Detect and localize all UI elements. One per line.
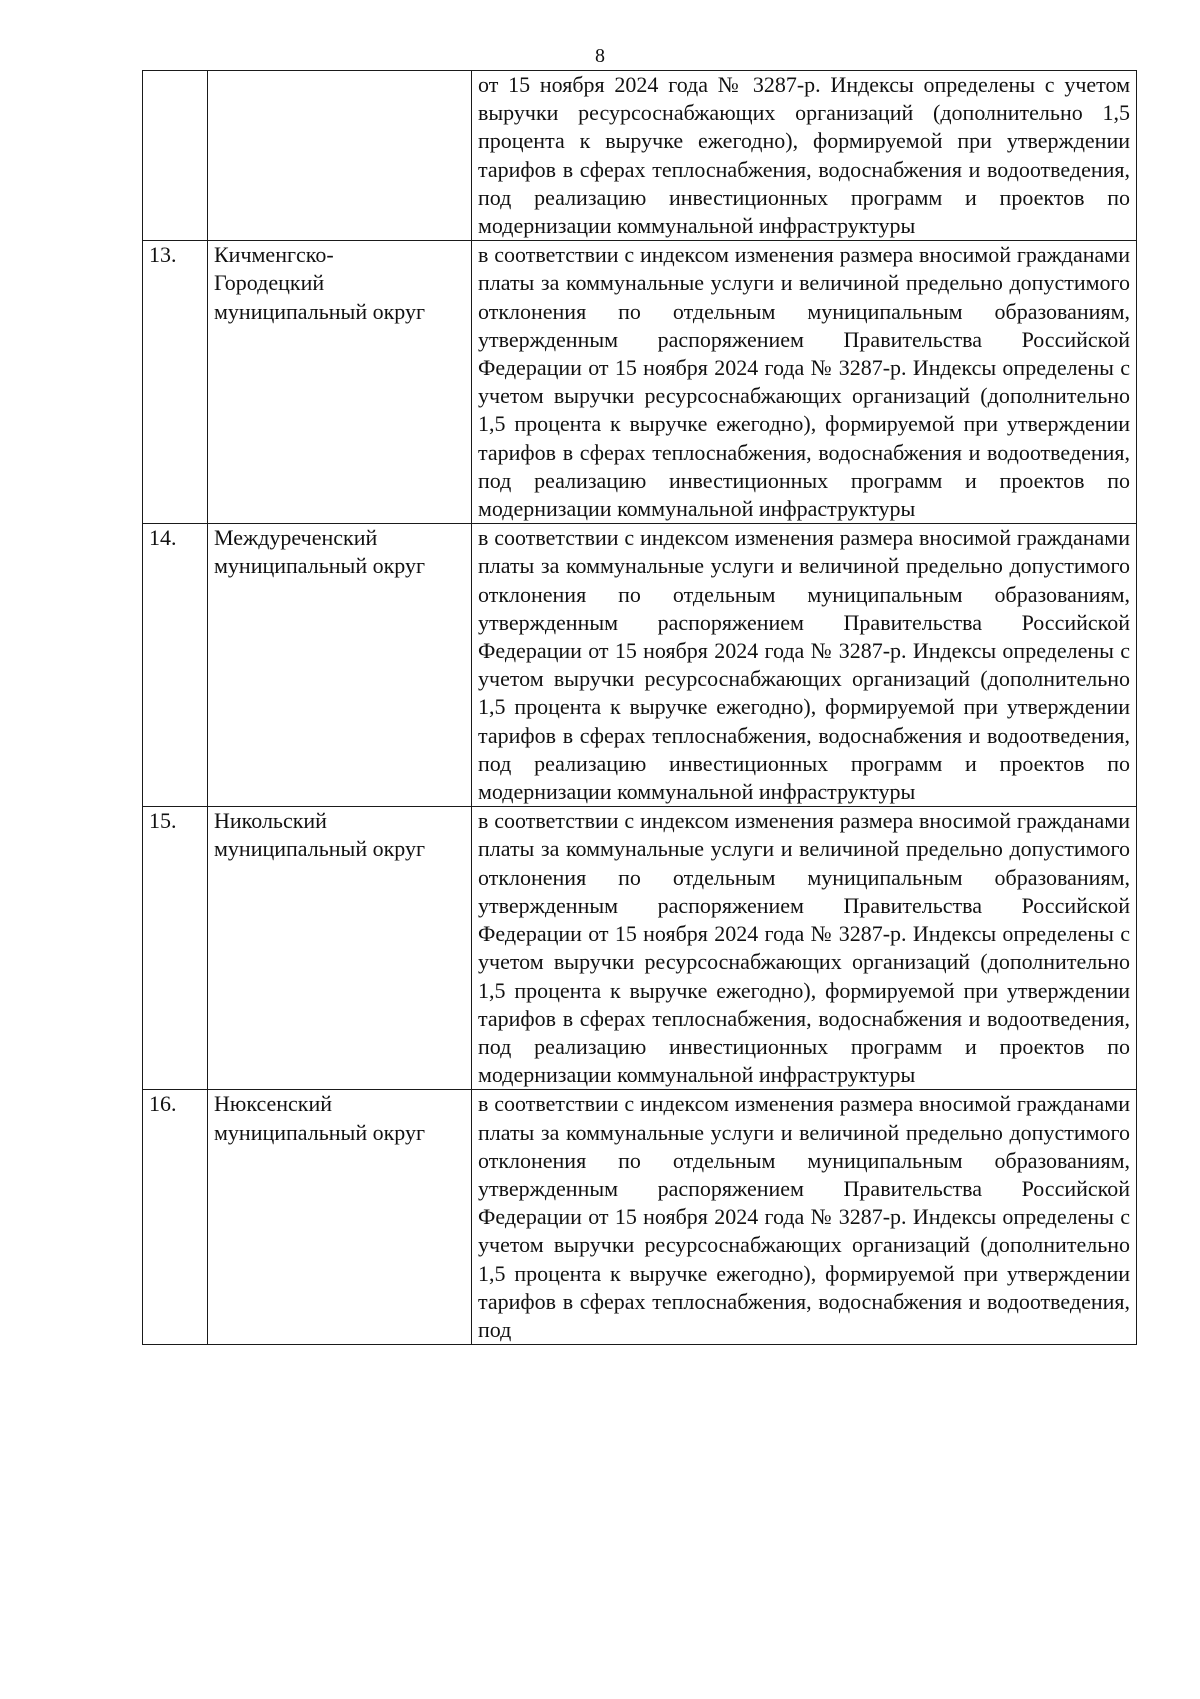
description-text: в соответствии с индексом изменения размера вносимой гражданами платы за коммунальные услуги и величиной предельно допустимого отклонения по отдельным муниципальным образованиям, утвержденным распоряжением Правительства Российской Федерации от 15 ноября 2024 года № 3287-р. Индексы определены с учетом выручки ресурсоснабжающих организаций (дополнительно 1,5 процента к выручке ежегодно), формируемой при утверждении тарифов в сферах теплоснабжения, водоснабжения и водоотведения, под реализацию инвестиционных программ и проектов по модернизации коммунальной инфраструктуры [478, 525, 1130, 805]
municipality-name [208, 1090, 472, 1345]
name-line: Никольский [214, 808, 327, 834]
municipal-table [142, 70, 1137, 1345]
table-row [143, 71, 1137, 241]
table-row [143, 1090, 1137, 1345]
row-number: 13. [143, 241, 208, 524]
description-text: в соответствии с индексом изменения размера вносимой гражданами платы за коммунальные услуги и величиной предельно допустимого отклонения по отдельным муниципальным образованиям, утвержденным распоряжением Правительства Российской Федерации от 15 ноября 2024 года № 3287-р. Индексы определены с учетом выручки ресурсоснабжающих организаций (дополнительно 1,5 процента к выручке ежегодно), формируемой при утверждении тарифов в сферах теплоснабжения, водоснабжения и водоотведения, под реализацию инвестиционных программ и проектов по модернизации коммунальной инфраструктуры [478, 808, 1130, 1088]
row-description [472, 1090, 1137, 1345]
table-row [143, 241, 1137, 524]
row-description [472, 241, 1137, 524]
row-description [472, 71, 1137, 241]
row-description [472, 524, 1137, 807]
name-line: муниципальный округ [214, 298, 426, 324]
description-text: от 15 ноября 2024 года № 3287-р. Индексы определены с учетом выручки ресурсоснабжающих организаций (дополнительно 1,5 процента к выручке ежегодно), формируемой при утверждении тарифов в сферах теплоснабжения, водоснабжения и водоотведения, под реализацию инвестиционных программ и проектов по модернизации коммунальной инфраструктуры [478, 72, 1130, 239]
row-number: 15. [143, 807, 208, 1090]
municipality-name [208, 524, 472, 807]
name-line: Кичменгско- [214, 242, 334, 268]
table-row [143, 807, 1137, 1090]
row-description [472, 807, 1137, 1090]
name-line: Городецкий [214, 270, 325, 296]
page-number: 8 [595, 45, 605, 67]
municipality-name [208, 241, 472, 524]
table-row [143, 524, 1137, 807]
name-line: муниципальный округ [214, 836, 426, 862]
municipality-name [208, 71, 472, 241]
row-number: 14. [143, 524, 208, 807]
name-line: муниципальный округ [214, 553, 426, 579]
row-number [143, 71, 208, 241]
name-line: Нюксенский [214, 1091, 333, 1117]
row-number: 16. [143, 1090, 208, 1345]
description-text: в соответствии с индексом изменения размера вносимой гражданами платы за коммунальные услуги и величиной предельно допустимого отклонения по отдельным муниципальным образованиям, утвержденным распоряжением Правительства Российской Федерации от 15 ноября 2024 года № 3287-р. Индексы определены с учетом выручки ресурсоснабжающих организаций (дополнительно 1,5 процента к выручке ежегодно), формируемой при утверждении тарифов в сферах теплоснабжения, водоснабжения и водоотведения, под [478, 1091, 1130, 1342]
name-line: муниципальный округ [214, 1119, 426, 1145]
municipality-name [208, 807, 472, 1090]
name-line: Междуреченский [214, 525, 378, 551]
description-text: в соответствии с индексом изменения размера вносимой гражданами платы за коммунальные услуги и величиной предельно допустимого отклонения по отдельным муниципальным образованиям, утвержденным распоряжением Правительства Российской Федерации от 15 ноября 2024 года № 3287-р. Индексы определены с учетом выручки ресурсоснабжающих организаций (дополнительно 1,5 процента к выручке ежегодно), формируемой при утверждении тарифов в сферах теплоснабжения, водоснабжения и водоотведения, под реализацию инвестиционных программ и проектов по модернизации коммунальной инфраструктуры [478, 242, 1130, 522]
